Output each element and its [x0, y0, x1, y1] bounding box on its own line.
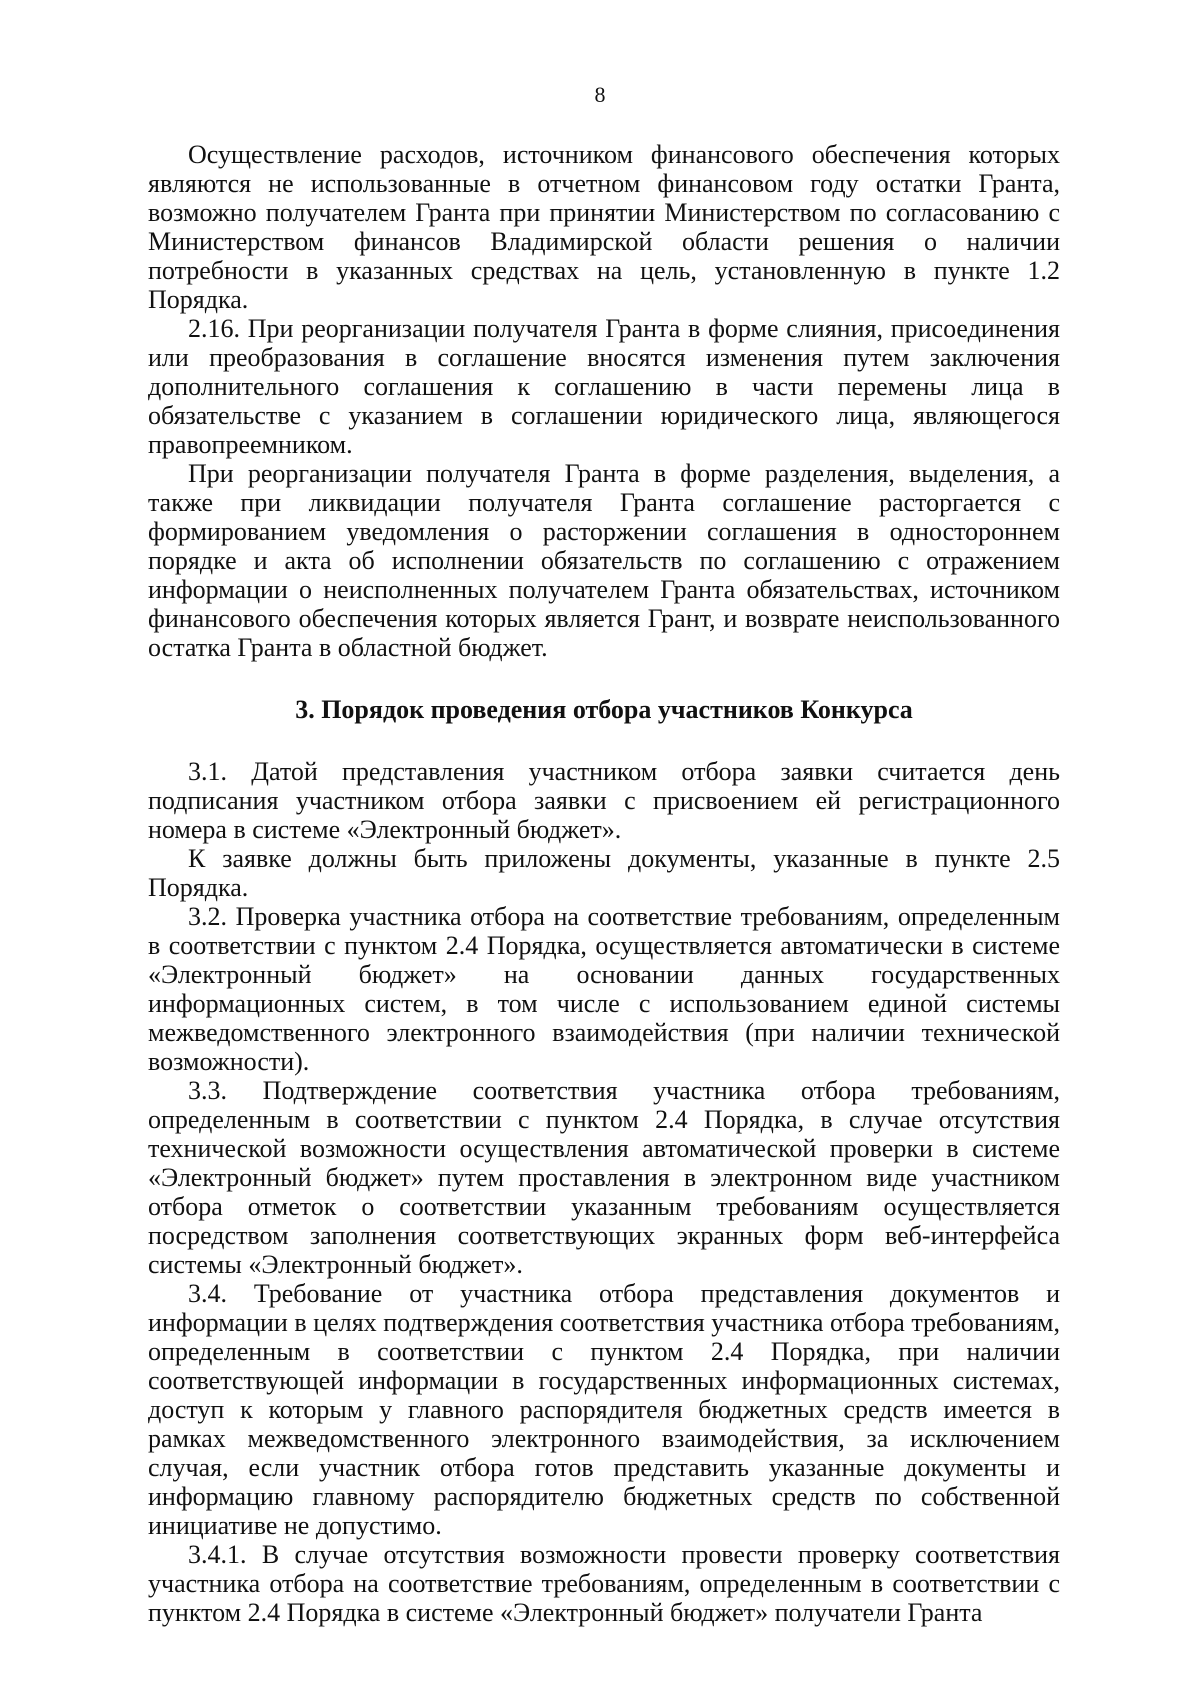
paragraph-3-2: 3.2. Проверка участника отбора на соответствие требованиям, определенным в соответствии с пунктом 2.4 Порядка, осуществляется автоматически в системе «Электронный бюджет» на основании данных государственных информационных систем, в том числе с использованием единой системы межведомственного электронного взаимодействия (при наличии технической возможности). — [148, 902, 1060, 1076]
paragraph-reorganization-division: При реорганизации получателя Гранта в форме разделения, выделения, а также при ликвидации получателя Гранта соглашение расторгается с формированием уведомления о расторжении соглашения в одностороннем порядке и акта об исполнении обязательств по соглашению с отражением информации о неисполненных получателем Гранта обязательствах, источником финансового обеспечения которых является Грант, и возврате неиспользованного остатка Гранта в областной бюджет. — [148, 459, 1060, 662]
paragraph-documents-attached: К заявке должны быть приложены документы, указанные в пункте 2.5 Порядка. — [148, 844, 1060, 902]
paragraph-3-4-1: 3.4.1. В случае отсутствия возможности провести проверку соответствия участника отбора на соответствие требованиям, определенным в соответствии с пунктом 2.4 Порядка в системе «Электронный бюджет» получатели Гранта — [148, 1540, 1060, 1627]
paragraph-2-16: 2.16. При реорганизации получателя Гранта в форме слияния, присоединения или преобразования в соглашение вносятся изменения путем заключения дополнительного соглашения к соглашению в части перемены лица в обязательстве с указанием в соглашении юридического лица, являющегося правопреемником. — [148, 314, 1060, 459]
section-heading: 3. Порядок проведения отбора участников Конкурса — [295, 695, 913, 724]
paragraph-3-3: 3.3. Подтверждение соответствия участника отбора требованиям, определенным в соответствии с пунктом 2.4 Порядка, в случае отсутствия технической возможности осуществления автоматической проверки в системе «Электронный бюджет» путем проставления в электронном виде участником отбора отметок о соответствии указанным требованиям осуществляется посредством заполнения соответствующих экранных форм веб-интерфейса системы «Электронный бюджет». — [148, 1076, 1060, 1279]
paragraph-3-4: 3.4. Требование от участника отбора представления документов и информации в целях подтверждения соответствия участника отбора требованиям, определенным в соответствии с пунктом 2.4 Порядка, при наличии соответствующей информации в государственных информационных системах, доступ к которым у главного распорядителя бюджетных средств имеется в рамках межведомственного электронного взаимодействия, за исключением случая, если участник отбора готов представить указанные документы и информацию главному распорядителю бюджетных средств по собственной инициативе не допустимо. — [148, 1279, 1060, 1540]
page-number: 8 — [594, 82, 606, 107]
paragraph-remaining-funds: Осуществление расходов, источником финансового обеспечения которых являются не использованные в отчетном финансовом году остатки Гранта, возможно получателем Гранта при принятии Министерством по согласованию с Министерством финансов Владимирской области решения о наличии потребности в указанных средствах на цель, установленную в пункте 1.2 Порядка. — [148, 140, 1060, 314]
document-body — [148, 140, 1060, 1627]
paragraph-3-1: 3.1. Датой представления участником отбора заявки считается день подписания участником отбора заявки с присвоением ей регистрационного номера в системе «Электронный бюджет». — [148, 757, 1060, 844]
